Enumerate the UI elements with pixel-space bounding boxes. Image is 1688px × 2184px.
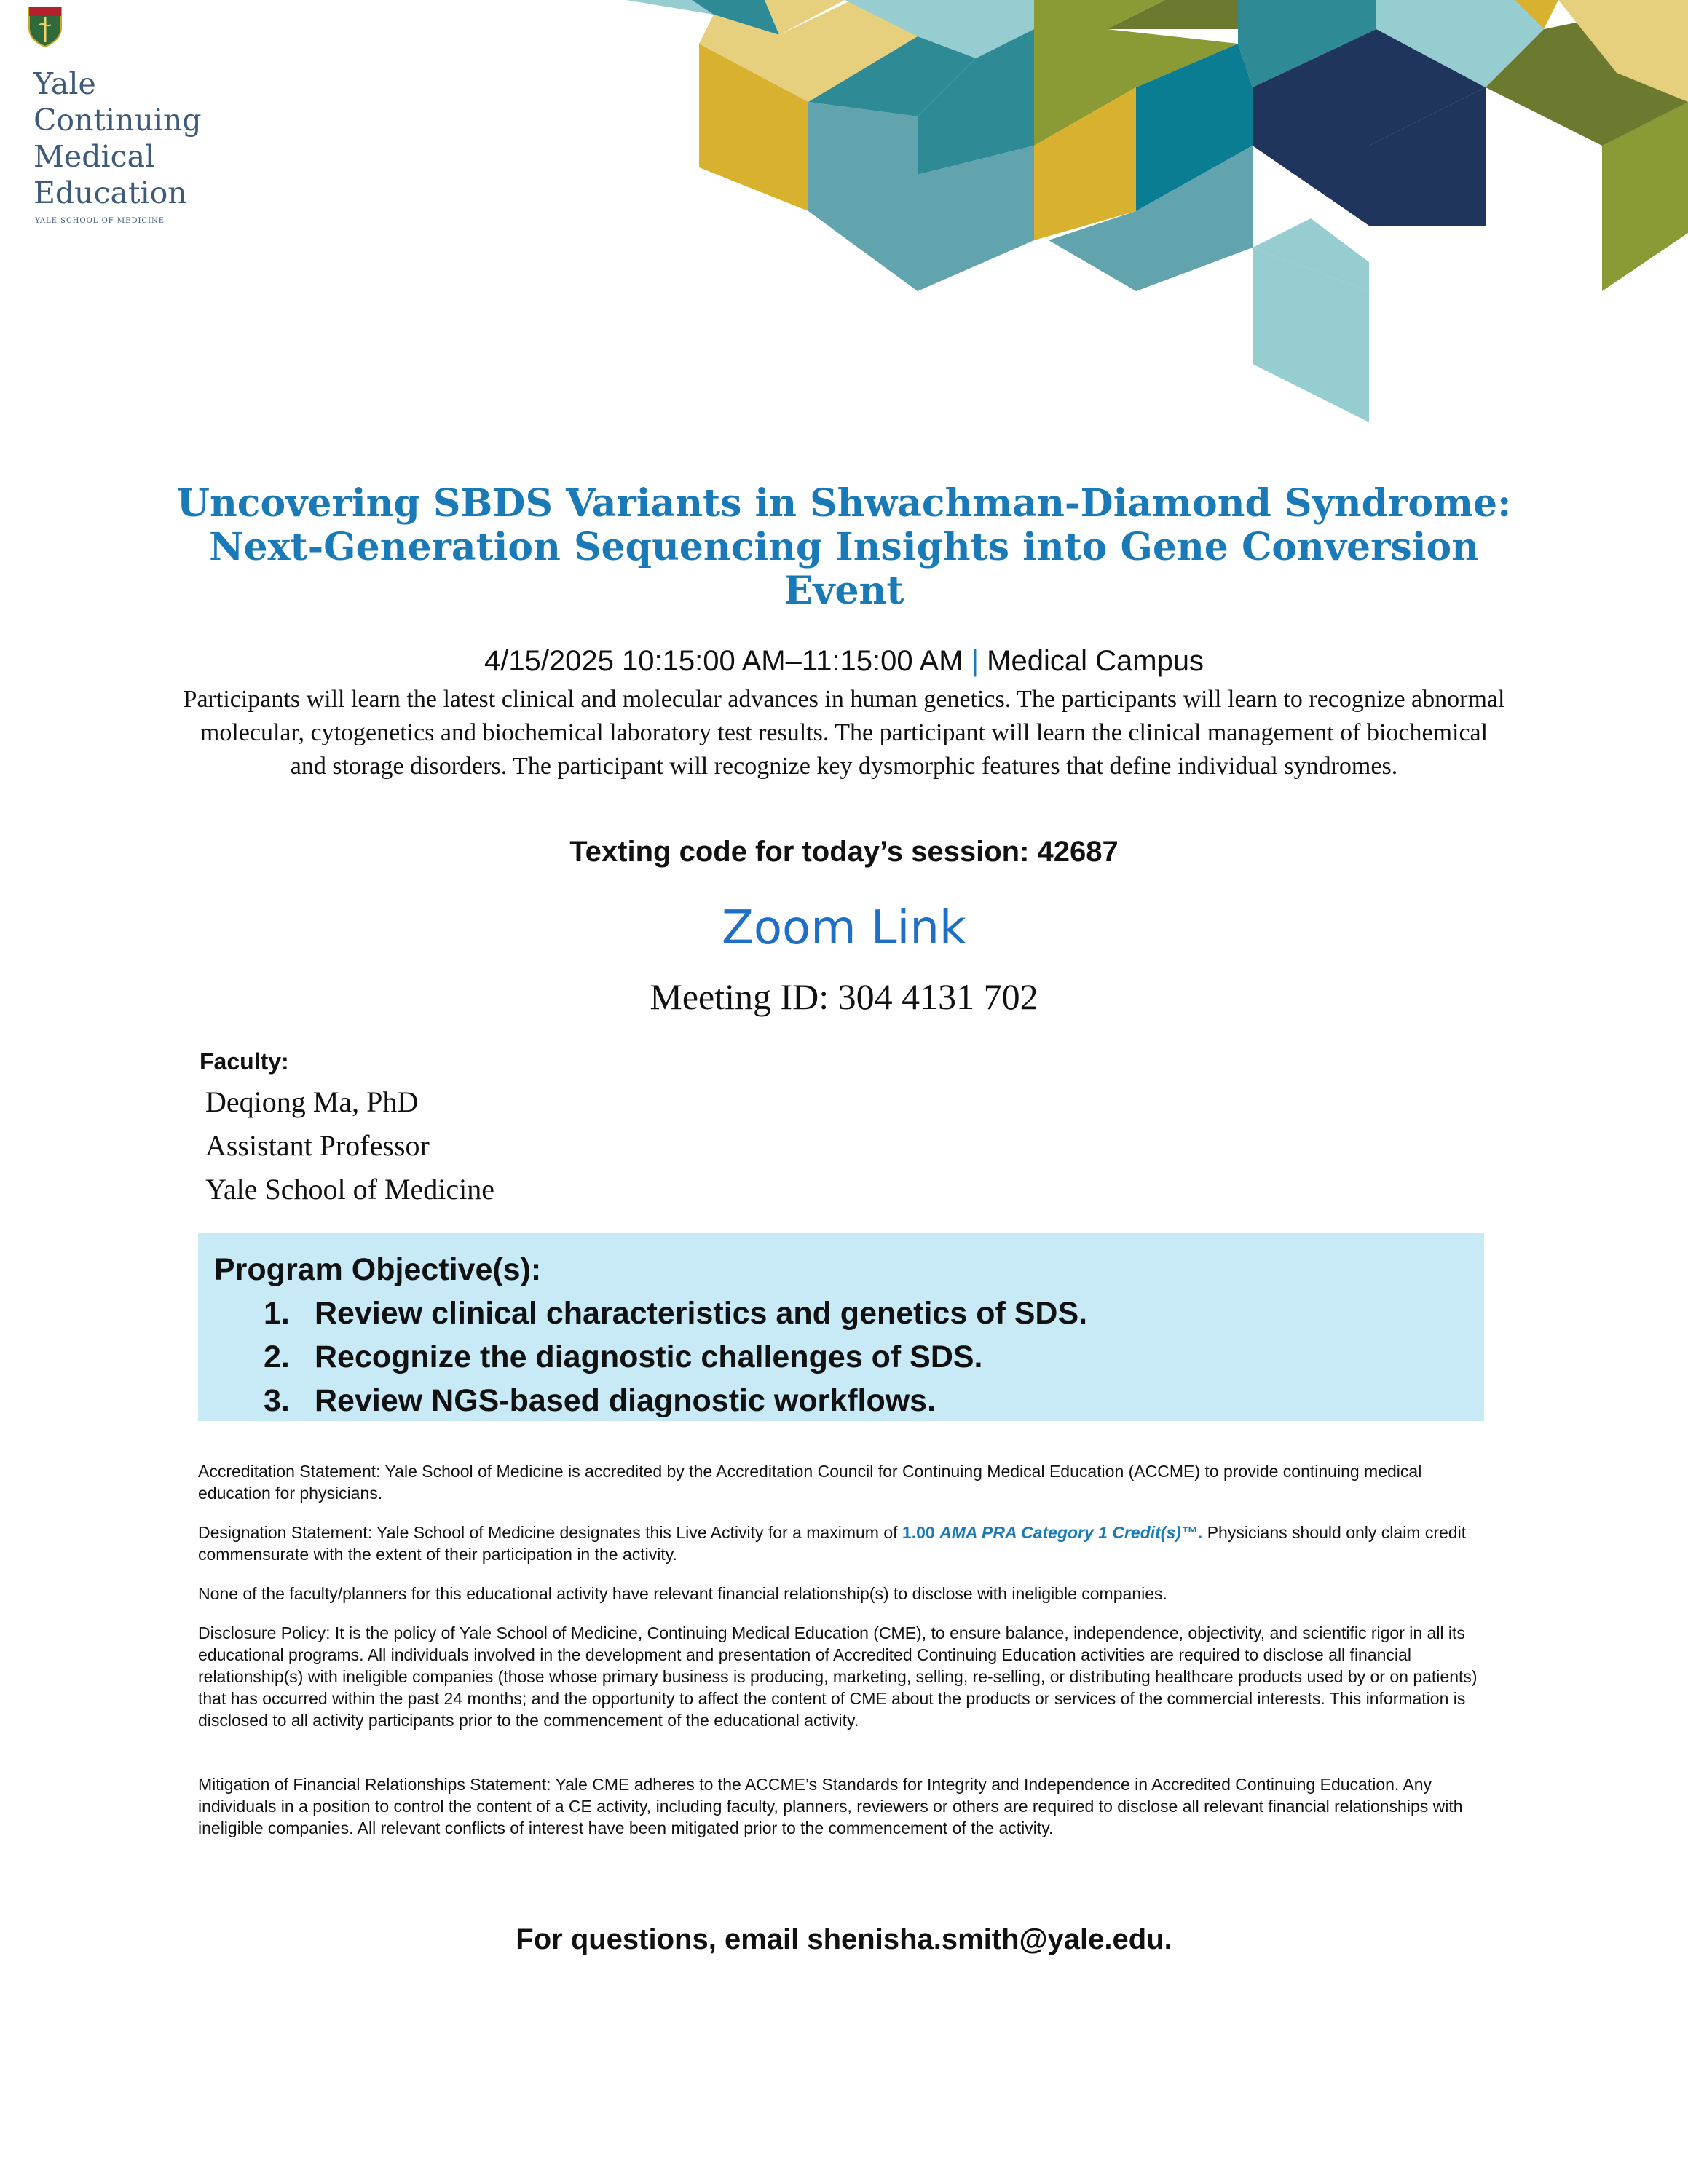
faculty-label: Faculty: [200, 1048, 289, 1075]
event-datetime: 4/15/2025 10:15:00 AM–11:15:00 AM [484, 645, 963, 677]
event-location: Medical Campus [987, 645, 1204, 677]
zoom-link[interactable]: Zoom Link [722, 901, 966, 955]
objective-text: Review NGS-based diagnostic workflows. [315, 1383, 936, 1418]
credit-number: 1.00 [902, 1523, 940, 1542]
cube-face [808, 102, 918, 291]
objective-number: 2. [264, 1340, 290, 1374]
faculty-title: Assistant Professor [205, 1129, 430, 1162]
texting-code: Texting code for today’s session: 42687 [569, 836, 1119, 868]
credit-amount [902, 1523, 1202, 1542]
objective-text: Review clinical characteristics and genetics of SDS. [315, 1296, 1088, 1331]
logo-line: Continuing [33, 103, 202, 138]
designation-text: Designation Statement: Yale School of Medicine designates this Live Activity for a maximum of [198, 1523, 902, 1542]
designation-statement [198, 1522, 1494, 1565]
disclosure-policy: Disclosure Policy: It is the policy of Yale School of Medicine, Continuing Medical Education (CME), to ensure balance, independence, objectivity, and scientific rigor in all its educational programs. All individuals involved in the development and presentation of Accredited Continuing Education activities are required to disclose all financial relationship(s) with ineligible companies (those whose primary business is producing, marketing, selling, re-selling, or distributing healthcare products used by or on patients) that has occurred within the past 24 months; and the opportunity to affect the content of CME about the products or services of the commercial interests. This information is disclosed to all activity participants prior to the commencement of the educational activity. [198, 1623, 1478, 1730]
no-relationships-statement: None of the faculty/planners for this educational activity have relevant financial relationship(s) to disclose with ineligible companies. [198, 1584, 1167, 1603]
objective-number: 3. [264, 1383, 290, 1418]
dateline-separator: | [971, 645, 979, 677]
title-line: Uncovering SBDS Variants in Shwachman-Diamond Syndrome: [176, 481, 1512, 526]
logo-line: Medical [33, 139, 155, 174]
accreditation-statement: Accreditation Statement: Yale School of Medicine is accredited by the Accreditation Council for Continuing Medical Education (ACCME) to provide continuing medical education for physicians. [198, 1462, 1422, 1503]
faculty-name: Deqiong Ma, PhD [205, 1085, 419, 1118]
page-title [167, 482, 1521, 613]
credit-dot: . [1197, 1523, 1203, 1542]
yale-cme-logo [28, 6, 217, 224]
objective-item [264, 1335, 1087, 1379]
designation-text-post: Physicians should only claim credit commensurate with the extent of their participation in the activity. [198, 1523, 1467, 1564]
logo-wordmark [33, 66, 202, 211]
objectives-heading: Program Objective(s): [214, 1252, 542, 1287]
logo-subtitle: YALE SCHOOL OF MEDICINE [35, 217, 165, 225]
event-description: Participants will learn the latest clinical and molecular advances in human genetics. The participants will learn to recognize abnormal molecular, cytogenetics and biochemical laboratory test results. The participant will learn the clinical management of biochemical and storage disorders. The participant will recognize key dysmorphic features that define individual syndromes. [183, 686, 1505, 780]
program-objectives-box [198, 1233, 1484, 1421]
faculty-info [205, 1080, 494, 1211]
contact-line: For questions, email shenisha.smith@yale.edu. [516, 1923, 1172, 1955]
credit-label: AMA PRA Category 1 Credit(s)™ [939, 1523, 1198, 1542]
objective-number: 1. [264, 1296, 290, 1331]
geometric-header-graphic [612, 0, 1688, 437]
faculty-institution: Yale School of Medicine [205, 1173, 494, 1206]
mitigation-statement: Mitigation of Financial Relationships Statement: Yale CME adheres to the ACCME’s Standards for Integrity and Independence in Accredited Continuing Education. Any individuals in a position to control the content of a CE activity, including faculty, planners, reviewers or others are required to disclose all relevant financial relationships with ineligible companies. All relevant conflicts of interest have been mitigated prior to the commencement of the activity. [198, 1775, 1463, 1837]
objective-item [264, 1379, 1087, 1423]
title-line: Next-Generation Sequencing Insights into Gene Conversion [208, 525, 1480, 569]
meeting-id: Meeting ID: 304 4131 702 [650, 976, 1038, 1017]
title-line: Event [784, 569, 904, 613]
yale-shield-icon [28, 6, 63, 48]
event-dateline [167, 645, 1521, 678]
objectives-list [264, 1291, 1087, 1423]
objective-item [264, 1291, 1087, 1335]
logo-line: Yale [33, 66, 96, 101]
logo-line: Education [33, 175, 187, 210]
objective-text: Recognize the diagnostic challenges of SDS. [315, 1340, 983, 1374]
